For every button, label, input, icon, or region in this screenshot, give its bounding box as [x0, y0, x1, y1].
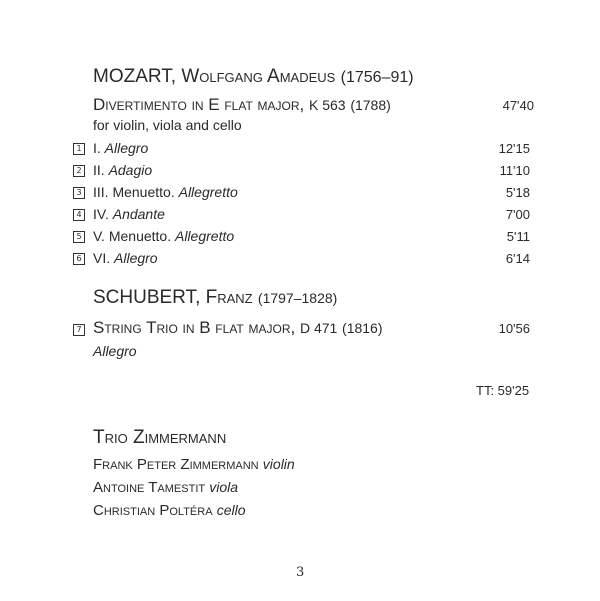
schubert-composer-heading: SCHUBERT, Franz (1797–1828)	[93, 287, 338, 308]
member-instrument: cello	[216, 502, 246, 518]
track-duration: 6'14	[505, 251, 530, 266]
track-duration: 7'00	[505, 207, 530, 222]
track-tempo: Allegretto	[174, 228, 235, 244]
track-tempo: Allegro	[104, 140, 149, 156]
schubert-dates: (1797–1828)	[257, 290, 338, 306]
total-time: TT: 59'25	[476, 383, 530, 398]
track-number-box: 5	[73, 231, 85, 243]
track-roman: III. Menuetto.	[93, 184, 175, 200]
mozart-composer-heading: MOZART, Wolfgang Amadeus (1756–91)	[93, 66, 414, 87]
mozart-given-name: Wolfgang Amadeus	[181, 66, 336, 87]
track-tempo: Allegretto	[178, 184, 238, 200]
schubert-catalog: D 471	[299, 320, 338, 336]
member-instrument: violin	[262, 456, 295, 472]
schubert-work-title: String Trio in B flat major, D 471 (1816)	[93, 318, 383, 337]
mozart-surname: MOZART	[93, 66, 171, 87]
track-roman: II.	[93, 162, 105, 178]
mozart-instrumentation: for violin, viola and cello	[93, 117, 242, 133]
schubert-duration: 10'56	[498, 321, 530, 336]
track-number-box: 2	[73, 165, 85, 177]
track-duration: 12'15	[498, 141, 530, 156]
member-row	[93, 456, 295, 473]
member-row	[93, 479, 238, 496]
member-name: Christian Poltéra	[93, 502, 213, 519]
track-roman: IV.	[93, 206, 109, 222]
mozart-year: (1788)	[350, 97, 391, 113]
schubert-surname: SCHUBERT	[93, 287, 196, 308]
track-title	[93, 140, 148, 156]
schubert-given-name: Franz	[205, 287, 253, 308]
schubert-title: String Trio in B flat major	[93, 318, 291, 337]
track-title	[93, 228, 234, 244]
track-tempo: Allegro	[114, 250, 158, 266]
schubert-tempo-text: Allegro	[93, 343, 137, 359]
page-number: 3	[296, 565, 305, 580]
mozart-title: Divertimento in E flat major	[93, 95, 300, 114]
schubert-year: (1816)	[342, 320, 383, 336]
track-title	[93, 206, 165, 222]
mozart-catalog: K 563	[308, 97, 346, 113]
track-title	[93, 162, 152, 178]
track-duration: 11'10	[499, 163, 530, 178]
mozart-dates: (1756–91)	[340, 69, 414, 86]
member-instrument: viola	[209, 479, 239, 495]
member-row	[93, 502, 246, 519]
track-number-box: 7	[73, 324, 85, 336]
track-roman: I.	[93, 140, 101, 156]
track-number-box: 3	[73, 187, 85, 199]
track-title	[93, 250, 158, 266]
track-roman: VI.	[93, 250, 111, 266]
track-title	[93, 184, 238, 200]
track-roman: V. Menuetto.	[93, 228, 172, 244]
member-name: Antoine Tamestit	[93, 479, 206, 496]
mozart-duration: 47'40	[502, 98, 534, 113]
ensemble-name: Trio Zimmermann	[93, 427, 227, 448]
track-duration: 5'11	[506, 229, 530, 244]
track-number-box: 6	[73, 253, 85, 265]
schubert-tempo	[93, 343, 137, 359]
track-duration: 5'18	[505, 185, 530, 200]
track-number-box: 4	[73, 209, 85, 221]
track-number-box: 1	[73, 143, 85, 155]
track-tempo: Andante	[112, 206, 165, 222]
member-name: Frank Peter Zimmermann	[93, 456, 259, 473]
mozart-work-title: Divertimento in E flat major, K 563 (1788)	[93, 95, 391, 114]
track-tempo: Adagio	[108, 162, 153, 178]
